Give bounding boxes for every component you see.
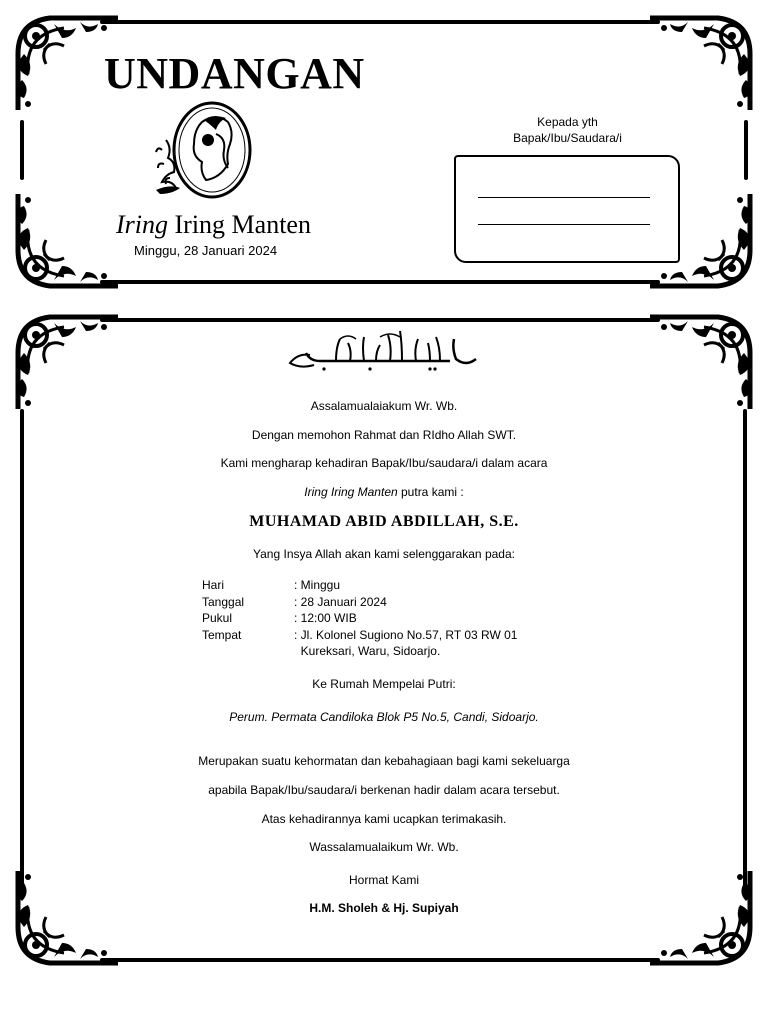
greeting: Assalamualaiakum Wr. Wb.	[310, 399, 458, 413]
address-line	[478, 197, 650, 198]
border-top	[100, 20, 660, 24]
brand-name	[116, 210, 311, 240]
address-line	[478, 224, 650, 225]
corner-ornament-icon	[14, 190, 124, 290]
bride-heading: Ke Rumah Mempelai Putri:	[312, 677, 456, 691]
bride-address: Perum. Permata Candiloka Blok P5 No.5, Candi, Sidoarjo.	[229, 710, 539, 724]
recipient-line2: Bapak/Ibu/Saudara/i	[513, 131, 622, 145]
line-insya: Yang Insya Allah akan kami selenggarakan pada:	[253, 547, 515, 561]
recipient-line1: Kepada yth	[537, 115, 598, 129]
brand-rest: Iring Manten	[174, 210, 311, 239]
event-line	[0, 485, 768, 499]
detail-row: Tempat : Jl. Kolonel Sugiono No.57, RT 03 RW 01	[202, 627, 518, 642]
recipient-label	[490, 114, 645, 146]
couple-cameo-logo-icon	[152, 100, 262, 204]
event-details	[202, 577, 517, 660]
border-bottom	[100, 280, 660, 284]
border-left	[20, 120, 24, 180]
border-right	[744, 120, 748, 180]
hormat-kami: Hormat Kami	[348, 873, 419, 887]
event-date: Minggu, 28 Januari 2024	[134, 243, 278, 258]
detail-row: Kureksari, Waru, Sidoarjo.	[294, 644, 441, 658]
event-rest: putra kami :	[397, 485, 464, 499]
groom-name: MUHAMAD ABID ABDILLAH, S.E.	[249, 513, 519, 530]
closing-line-2: apabila Bapak/Ibu/saudara/i berkenan hadir dalam acara tersebut.	[208, 783, 560, 797]
letter-body	[0, 305, 768, 1024]
detail-row: Tanggal : 28 Januari 2024	[202, 594, 387, 609]
brand-italic: Iring	[116, 210, 168, 239]
line-rahmat: Dengan memohon Rahmat dan RIdho Allah SWT.	[251, 428, 517, 442]
invitation-title: UNDANGAN	[104, 49, 365, 98]
host-names: H.M. Sholeh & Hj. Supiyah	[309, 901, 459, 915]
closing-line-1: Merupakan suatu kehormatan dan kebahagiaan bagi kami sekeluarga	[198, 754, 570, 768]
line-harap: Kami mengharap kehadiran Bapak/Ibu/saudara/i dalam acara	[220, 456, 548, 470]
closing-line-3: Atas kehadirannya kami ucapkan terimakasih.	[261, 812, 507, 826]
event-name: Iring Iring Manten	[304, 485, 398, 499]
corner-ornament-icon	[644, 14, 754, 114]
detail-row: Pukul : 12:00 WIB	[202, 611, 357, 625]
letter-panel	[0, 305, 768, 1024]
salam-penutup: Wassalamualaikum Wr. Wb.	[309, 840, 459, 854]
envelope-panel	[0, 0, 768, 300]
address-box	[454, 155, 680, 263]
detail-row: Hari : Minggu	[202, 578, 341, 592]
